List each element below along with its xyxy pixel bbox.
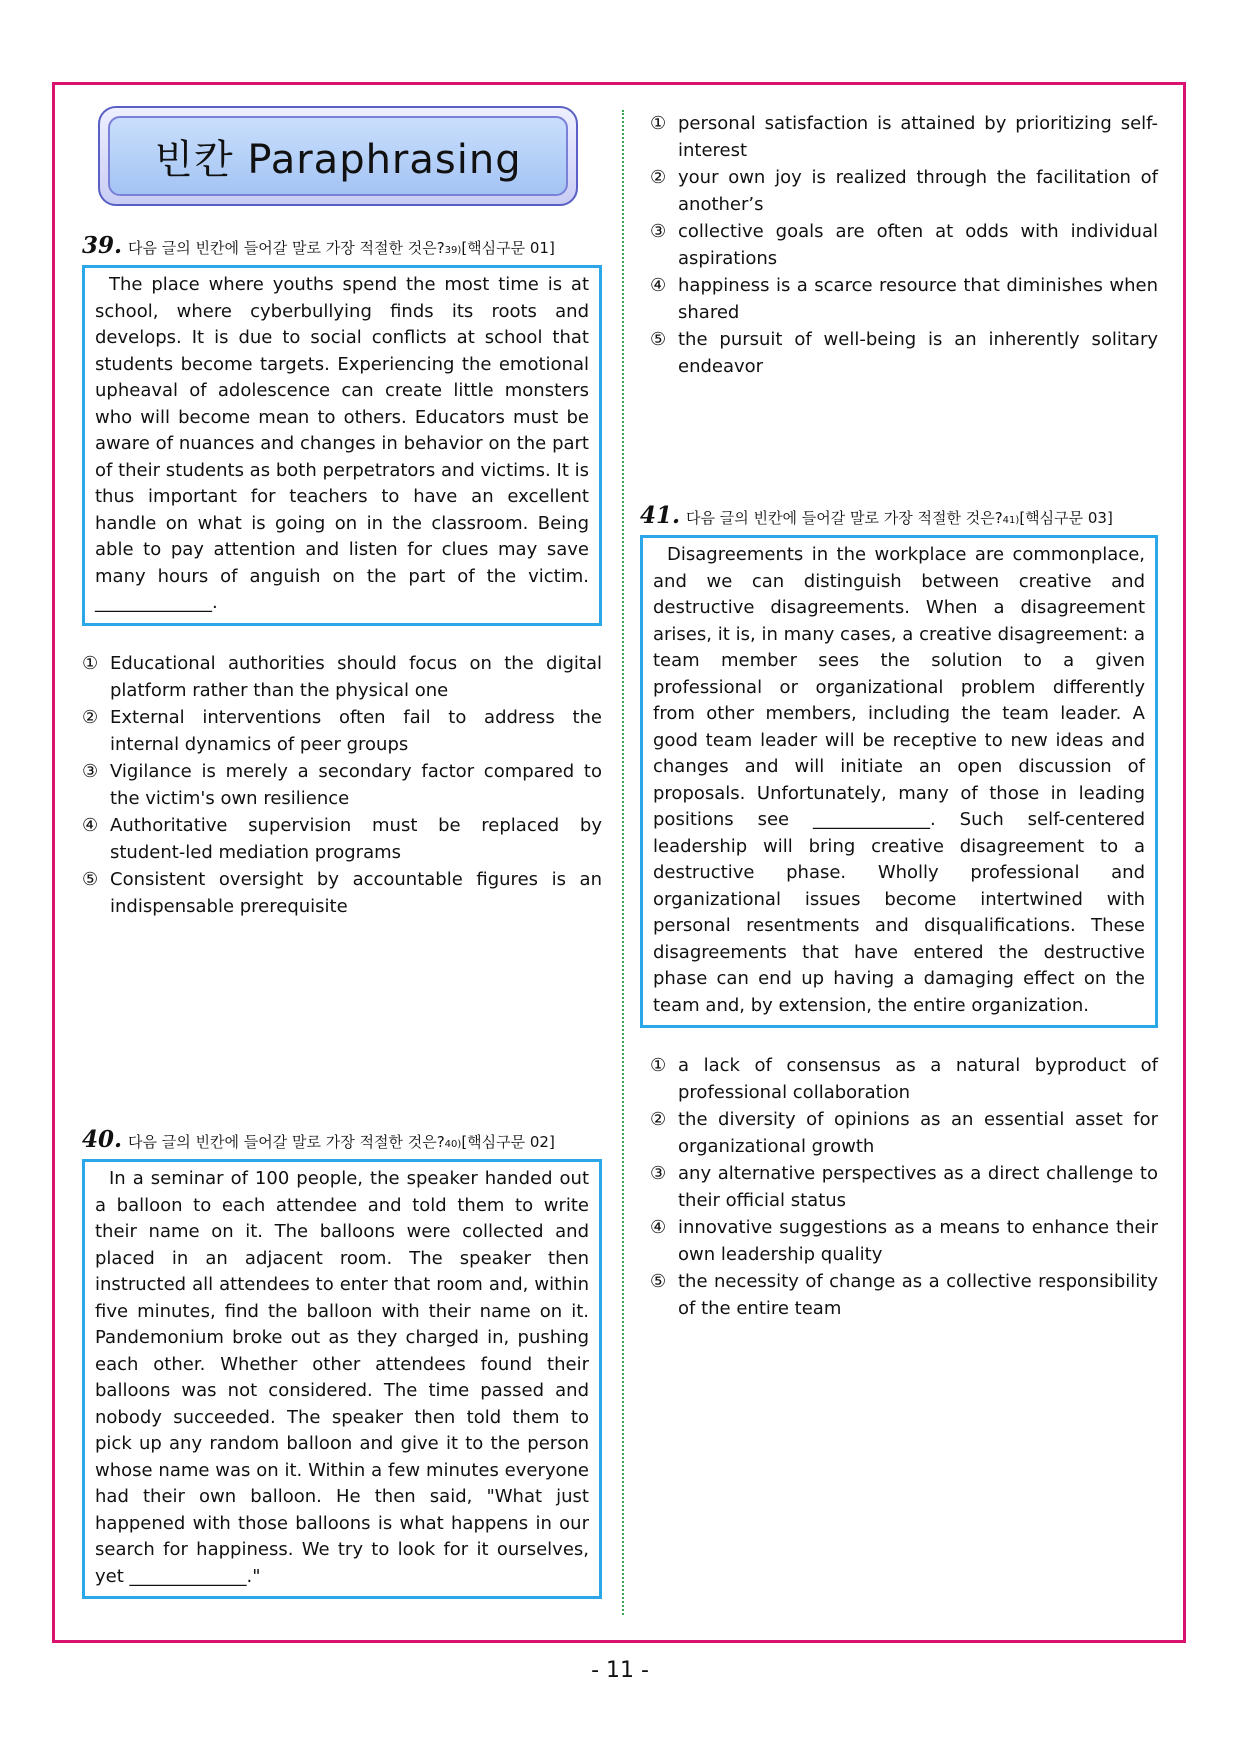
option-5[interactable]: ⑤ the necessity of change as a collective responsibility of the entire team [650,1271,1158,1319]
passage-box: In a seminar of 100 people, the speaker handed out a balloon to each attendee and told them to write their name on it. The balloons were collected and placed in an adjacent room. The speaker then instructed all attendees to enter that room and, within five minutes, find the balloon with their name on it. Pandemonium broke out as they charged in, pushing each other. Whether other attendees found their balloons was not considered. The time passed and nobody succeeded. The speaker then told them to pick up any random balloon and give it to the person whose name was on it. Within a few minutes everyone had their own balloon. He then said, "What just happened with those balloons is what happens in our search for happiness. We try to look for it ourselves, yet _____________." [82,1159,602,1599]
answer-options [82,650,602,920]
question-41 [640,502,1158,1322]
right-column [640,110,1158,1319]
option-1[interactable]: ① personal satisfaction is attained by prioritizing self-interest [650,113,1158,161]
question-39 [82,232,602,920]
answer-options-40 [650,110,1158,380]
option-4[interactable]: ④ happiness is a scarce resource that diminishes when shared [650,275,1158,323]
footnote-ref: 41) [1002,515,1020,526]
question-header [640,502,1158,529]
page-number: - 11 - [591,1658,649,1683]
question-prompt: 다음 글의 빈칸에 들어갈 말로 가장 적절한 것은? [128,1133,445,1151]
question-header [82,1126,602,1153]
section-title: 빈칸 Paraphrasing [154,136,522,183]
option-2[interactable]: ② the diversity of opinions as an essential asset for organizational growth [650,1109,1158,1157]
option-3[interactable]: ③ any alternative perspectives as a direct challenge to their official status [650,1163,1158,1211]
option-2[interactable]: ② your own joy is realized through the facilitation of another’s [650,167,1158,215]
question-prompt: 다음 글의 빈칸에 들어갈 말로 가장 적절한 것은? [128,239,445,257]
option-3[interactable]: ③ collective goals are often at odds with individual aspirations [650,221,1158,269]
question-40 [82,1126,602,1599]
passage-box: Disagreements in the workplace are commonplace, and we can distinguish between creative and destructive disagreements. When a disagreement arises, it is, in many cases, a creative disagreement: a team member sees the solution to a given professional or organizational problem differently from other members, including the team leader. A good team leader will be receptive to new ideas and changes and will initiate an open discussion of proposals. Unfortunately, many of those in leading positions see _____________. Such self-centered leadership will bring creative disagreement to a destructive phase. Wholly professional and organizational issues become intertwined with personal resentments and disqualifications. These disagreements that have entered the destructive phase can end up having a damaging effect on the team and, by extension, the entire organization. [640,535,1158,1028]
question-number: 41. [640,502,681,529]
section-banner [98,106,578,206]
option-1[interactable]: ① a lack of consensus as a natural byproduct of professional collaboration [650,1055,1158,1103]
option-5[interactable]: ⑤ Consistent oversight by accountable figures is an indispensable prerequisite [82,868,602,917]
answer-options-41 [640,1052,1158,1322]
left-column [82,106,602,1587]
question-prompt: 다음 글의 빈칸에 들어갈 말로 가장 적절한 것은? [686,509,1003,527]
option-1[interactable]: ① Educational authorities should focus on the digital platform rather than the physical one [82,652,602,701]
question-tag: [핵심구문 01] [461,239,555,257]
question-tag: [핵심구문 03] [1019,509,1113,527]
option-4[interactable]: ④ Authoritative supervision must be replaced by student-led mediation programs [82,814,602,863]
passage-box: The place where youths spend the most time is at school, where cyberbullying finds its roots and develops. It is due to social conflicts at school that students become targets. Experiencing the emotional upheaval of adolescence can create little monsters who will become mean to others. Educators must be aware of nuances and changes in behavior on the part of their students as both perpetrators and victims. It is thus important for teachers to have an excellent handle on what is going on in the classroom. Being able to pay attention and listen for clues may save many hours of anguish on the part of the victim. _____________. [82,265,602,626]
footnote-ref: 40) [444,1139,462,1150]
question-tag: [핵심구문 02] [461,1133,555,1151]
column-divider [622,110,624,1615]
question-number: 40. [82,1126,123,1153]
option-5[interactable]: ⑤ the pursuit of well-being is an inherently solitary endeavor [650,329,1158,377]
question-number: 39. [82,232,123,259]
option-3[interactable]: ③ Vigilance is merely a secondary factor compared to the victim's own resilience [82,760,602,809]
footnote-ref: 39) [444,245,462,256]
question-header [82,232,602,259]
option-2[interactable]: ② External interventions often fail to address the internal dynamics of peer groups [82,706,602,755]
option-4[interactable]: ④ innovative suggestions as a means to enhance their own leadership quality [650,1217,1158,1265]
